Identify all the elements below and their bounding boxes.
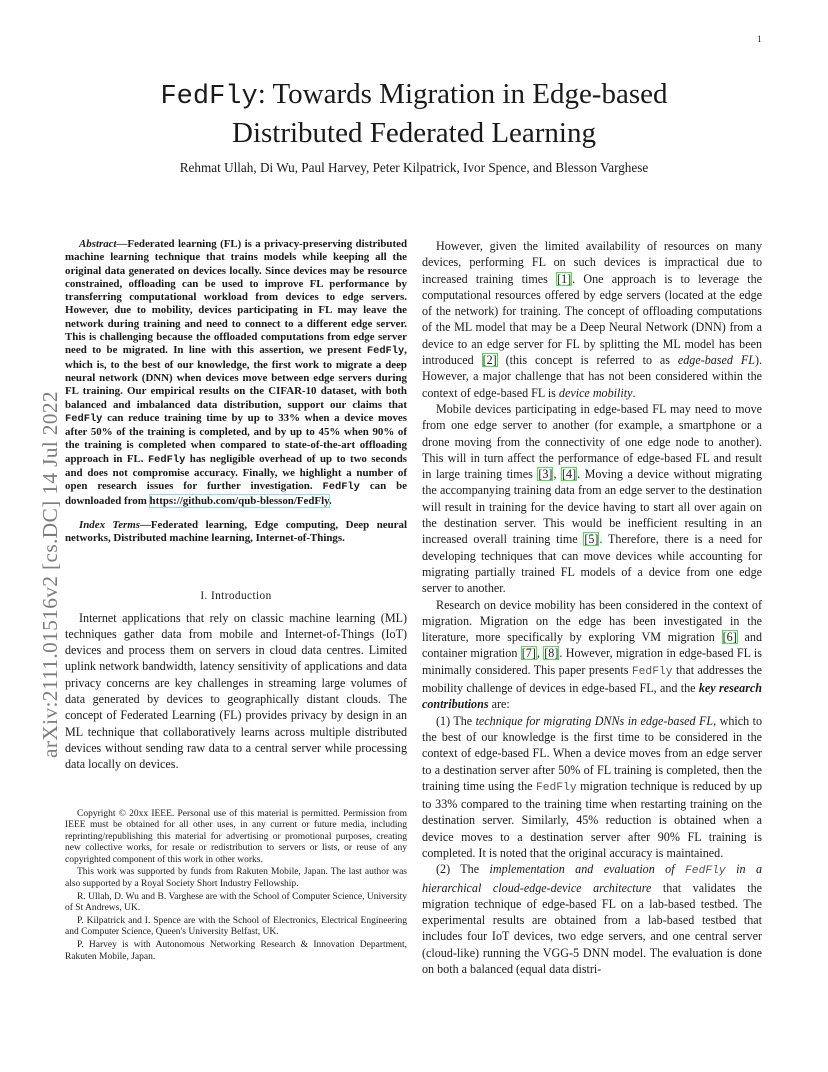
citation-link[interactable]: [7] — [521, 646, 536, 661]
abstract — [65, 238, 407, 508]
footnote-copyright: Copyright © 20xx IEEE. Personal use of this material is permitted. Permission from IEEE must be obtained for all other uses, in any current or future media, including reprinting/republishing this material for advertising or promotional purposes, creating new collective works, for resale or redistribution to servers or lists, or reuse of any copyrighted component of this work in other works. — [65, 808, 407, 865]
abstract-fedfly-4: FedFly — [322, 481, 360, 494]
paragraph-mobility: Mobile devices participating in edge-based FL may need to move from one edge server to another (for example, a smartphone or a drone moving from the connectivity of one edge node to another). This will in turn affect the performance of edge-based FL and result in large training times [3], [4]. Moving a device without migrating the accompanying training data from an edge server to the destination will result in training for the device having to start all over again on the destination server. This would be inefficient resulting in an increased overall training time [5]. Therefore, there is a need for developing techniques that can move devices while accounting for migrating partially trained FL models of a device from one edge server to another. — [422, 401, 763, 596]
section-heading-introduction: I. Introduction — [200, 589, 272, 602]
title-system-name: FedFly — [160, 82, 258, 112]
github-link[interactable]: https://github.com/qub-blesson/FedFly — [149, 494, 329, 507]
citation-link[interactable]: [5] — [584, 532, 599, 547]
citation-link[interactable]: [6] — [722, 630, 737, 645]
author-list: Rehmat Ullah, Di Wu, Paul Harvey, Peter Kilpatrick, Ivor Spence, and Blesson Varghese — [179, 160, 649, 175]
arxiv-stamp: arXiv:2111.01516v2 [cs.DC] 14 Jul 2022 — [38, 391, 62, 758]
footnote-affiliation-belfast: P. Kilpatrick and I. Spence are with the School of Electronics, Electrical Engineering and Computer Science, Queen's University Belfast, UK. — [65, 915, 407, 938]
abstract-label: Abstract — [79, 238, 117, 250]
index-terms — [65, 519, 407, 546]
contribution-2: (2) The implementation and evaluation of FedFly in a hierarchical cloud-edge-device architecture that validates the migration technique of edge-based FL on a lab-based testbed. The experimental results are obtained from a lab-based testbed that includes four IoT devices, two edge servers, and one central server (cloud-like) running the VGG-5 DNN model. The evaluation is done on both a balanced (equal data distri- — [422, 862, 762, 977]
citation-link[interactable]: [4] — [562, 467, 577, 482]
contribution-1: (1) The technique for migrating DNNs in edge-based FL, which to the best of our knowledge is the first time to be considered in the context of edge-based FL. When a device moves from an edge server to a destination server after 50% of FL training is completed, then the training time using the FedFly migration technique is reduced by up to 33% compared to the training time when restarting training on the destination server. Similarly, 45% reduction is obtained when a device moves to a destination server after 90% FL training is completed. It is noted that the original accuracy is maintained. — [422, 713, 763, 860]
paragraph-migration: Research on device mobility has been considered in the context of migration. Migration on the edge has been investigated in the literature, more specifically by exploring VM migration [6] and container migration [7], [8]. However, migration in edge-based FL is minimally considered. This paper presents FedFly that addresses the mobility challenge of devices in edge-based FL, and the key research contributions are: — [422, 597, 762, 712]
abstract-text-5: can be downloaded from — [65, 480, 407, 507]
page-number: 1 — [757, 34, 762, 44]
paragraph-resources: However, given the limited availability of resources on many devices, performing FL on such devices is impractical due to increased training times [1]. One approach is to leverage the computational resources offered by edge servers (located at the edge of the network) for training. The concept of offloading computations of the ML model that may be a Deep Neural Network (DNN) from a device to an edge server for FL by splitting the ML model has been introduced [2] (this concept is referred to as edge-based FL). However, a major challenge that has not been considered within the context of edge-based FL is device mobility. — [422, 239, 762, 400]
index-terms-label: Index Terms — [79, 518, 140, 531]
citation-link[interactable]: [8] — [544, 646, 559, 661]
footnote-affiliation-st-andrews: R. Ullah, D. Wu and B. Varghese are with the School of Computer Science, University of St Andrews, UK. — [65, 891, 407, 914]
abstract-text-4: has negligible overhead of up to two seconds and does not compromise accuracy. Finally, we highlight a number of open research issues for further investigation. — [65, 452, 407, 493]
footnote-affiliation-rakuten: P. Harvey is with Autonomous Networking Research & Innovation Department, Rakuten Mobile, Japan. — [65, 940, 407, 962]
abstract-text-1: —Federated learning (FL) is a privacy-preserving distributed machine learning technique that trains models while keeping all the original data generated on devices locally. Since devices may be resource constrained, offloading can be used to improve FL performance by transferring computational workload from devices to edge servers. However, due to mobility, devices participating in FL may leave the network during training and need to connect to a different edge server. This is challenging because the offloaded computations from edge server need to be migrated. In line with this assertion, we present — [65, 238, 407, 357]
citation-link[interactable]: [1] — [557, 271, 572, 286]
abstract-fedfly-3: FedFly — [147, 453, 186, 466]
citation-link[interactable]: [3] — [538, 467, 553, 482]
abstract-text-6: . — [328, 494, 332, 507]
title-text: : Towards Migration in Edge-based Distributed Federated Learning — [232, 78, 668, 149]
abstract-fedfly-2: FedFly — [65, 412, 103, 425]
left-column — [65, 238, 407, 964]
footnotes — [65, 809, 407, 964]
right-column — [422, 238, 762, 977]
abstract-text-2: , which is, to the best of our knowledge, the first work to migrate a deep neural network (DNN) when devices move between edge servers during FL training. Our empirical results on the CIFAR-10 dataset, with both balanced and imbalanced data distribution, support our claims that — [65, 344, 407, 411]
paper-title — [100, 76, 728, 151]
index-terms-text: —Federated learning, Edge computing, Deep neural networks, Distributed machine learning, Internet-of-Things. — [65, 518, 407, 545]
intro-paragraph: Internet applications that rely on classic machine learning (ML) techniques gather data from mobile and Internet-of-Things (IoT) devices and process them on servers in cloud data centres. Limited uplink network bandwidth, latency sensitivity of applications and data privacy concerns are key challenges in streaming large volumes of data generated by devices to geographically distant clouds. The concept of Federated Learning (FL) provides privacy by design in an ML technique that collaboratively learns across multiple distributed devices without sending raw data to a central server while processing data locally on devices. — [65, 610, 407, 772]
abstract-text-3: can reduce training time by up to 33% when a device moves after 50% of the training is completed, and by up to 45% when 90% of the training is completed when compared to state-of-the-art offloading approach in FL. — [65, 411, 407, 465]
citation-link[interactable]: [2] — [482, 353, 497, 368]
abstract-fedfly-1: FedFly — [366, 345, 405, 358]
footnote-funding: This work was supported by funds from Rakuten Mobile, Japan. The last author was also supported by a Royal Society Short Industry Fellowship. — [65, 867, 407, 890]
